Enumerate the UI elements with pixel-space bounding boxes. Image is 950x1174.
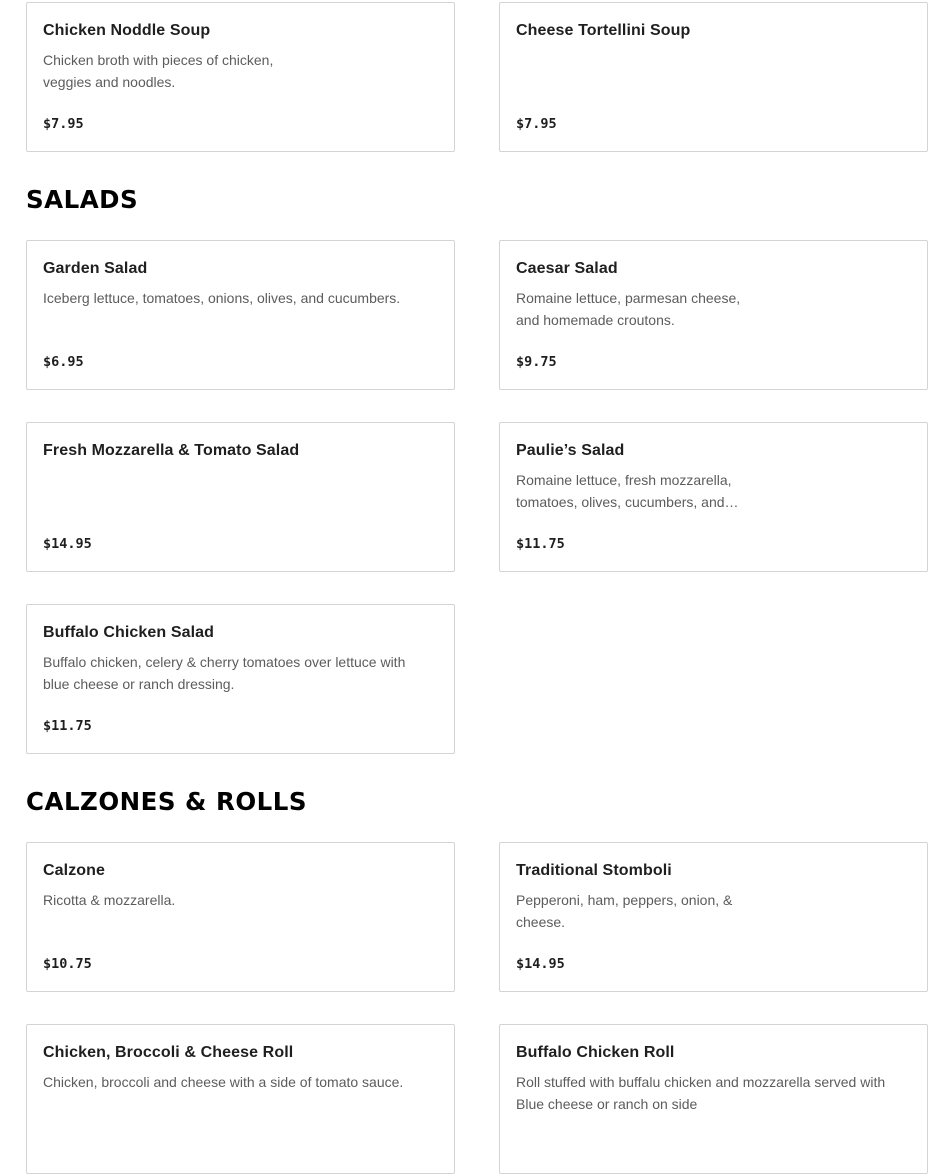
- menu-item-name: Calzone: [43, 862, 106, 879]
- menu-item-name: Cheese Tortellini Soup: [516, 22, 691, 39]
- menu-item-description: Roll stuffed with buffalu chicken and mozzarella served with Blue cheese or ranch on side: [516, 1074, 886, 1112]
- menu-item-name: Buffalo Chicken Salad: [43, 624, 215, 641]
- menu-item-description: Iceberg lettuce, tomatoes, onions, olives, and cucumbers.: [43, 290, 401, 306]
- menu-item-card[interactable]: [26, 240, 455, 390]
- menu-item-description: Chicken, broccoli and cheese with a side of tomato sauce.: [43, 1074, 404, 1090]
- menu-item-price: $7.95: [43, 116, 84, 132]
- menu-item-description: Chicken broth with pieces of chicken, veggies and noodles.: [43, 52, 274, 90]
- menu-item-price: $11.75: [516, 536, 565, 552]
- menu-item-card[interactable]: [499, 1024, 928, 1174]
- menu-item-price: $7.95: [516, 116, 557, 132]
- menu-item-card[interactable]: [499, 422, 928, 572]
- menu-item-description: Pepperoni, ham, peppers, onion, & cheese.: [516, 892, 733, 930]
- menu-item-price: $9.75: [516, 354, 557, 370]
- menu-item-price: $10.75: [43, 956, 92, 972]
- menu-item-description: Buffalo chicken, celery & cherry tomatoes over lettuce with blue cheese or ranch dressing.: [43, 654, 406, 692]
- menu-item-card[interactable]: [26, 604, 455, 754]
- menu-item-card[interactable]: [26, 422, 455, 572]
- menu-item-name: Traditional Stomboli: [516, 862, 672, 879]
- menu-item-card[interactable]: [499, 240, 928, 390]
- menu-item-name: Caesar Salad: [516, 260, 618, 277]
- menu-item-card[interactable]: [26, 2, 455, 152]
- menu-item-price: $6.95: [43, 354, 84, 370]
- menu-item-price: $11.75: [43, 718, 92, 734]
- menu-item-name: Paulie’s Salad: [516, 442, 625, 459]
- menu-item-name: Fresh Mozzarella & Tomato Salad: [43, 442, 300, 459]
- menu-item-name: Chicken Noddle Soup: [43, 22, 211, 39]
- menu-item-description: Romaine lettuce, parmesan cheese, and homemade croutons.: [516, 290, 741, 328]
- menu-item-card[interactable]: [26, 842, 455, 992]
- menu-item-name: Garden Salad: [43, 260, 148, 277]
- menu-item-description: Romaine lettuce, fresh mozzarella, tomatoes, olives, cucumbers, and…: [516, 472, 739, 510]
- menu-item-name: Chicken, Broccoli & Cheese Roll: [43, 1044, 294, 1061]
- menu-item-price: $14.95: [43, 536, 92, 552]
- section-title-salads: SALADS: [26, 185, 139, 214]
- menu-item-card[interactable]: [499, 842, 928, 992]
- menu-item-description: Ricotta & mozzarella.: [43, 892, 176, 908]
- menu-item-price: $14.95: [516, 956, 565, 972]
- section-title-calzones-rolls: CALZONES & ROLLS: [26, 787, 308, 816]
- menu-item-card[interactable]: [26, 1024, 455, 1174]
- menu-item-name: Buffalo Chicken Roll: [516, 1044, 675, 1061]
- menu-item-card[interactable]: [499, 2, 928, 152]
